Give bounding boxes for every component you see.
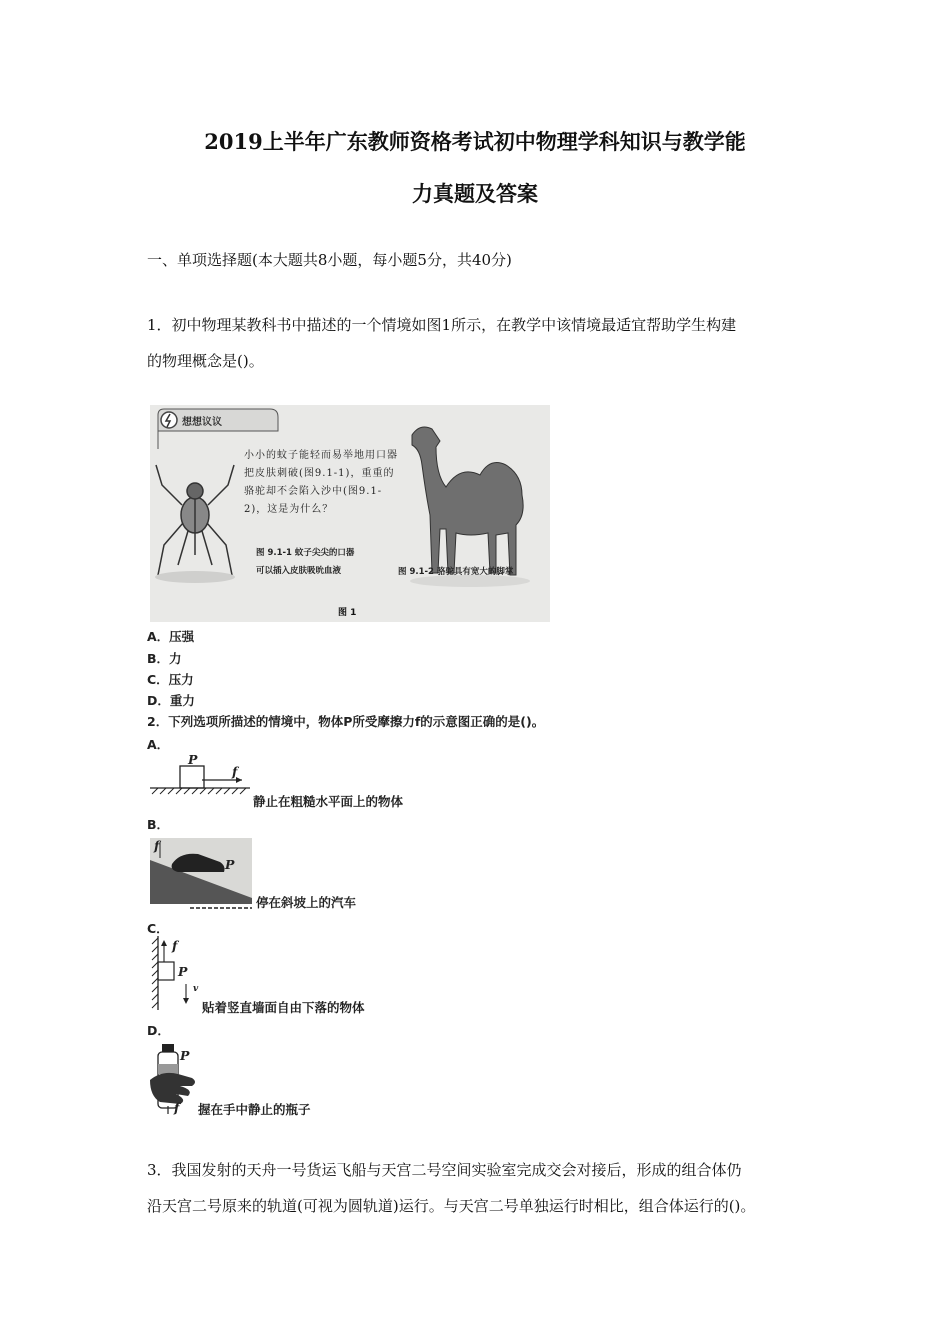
q3-stem-line2: 沿天宫二号原来的轨道(可视为圆轨道)运行。与天宫二号单独运行时相比，组合体运行的()。 <box>147 1197 756 1215</box>
q2-a-label-f: f <box>232 764 238 779</box>
q2-c-label-f: f <box>172 938 178 953</box>
q2-option-c-letter: C． <box>147 921 169 936</box>
camel-image <box>410 427 530 587</box>
q2-d-label-f: f <box>174 1100 180 1115</box>
q2-b-label-f: f <box>154 838 160 853</box>
q2-b-label-p: P <box>225 857 235 872</box>
q2-option-d-caption: 握在手中静止的瓶子 <box>198 1102 311 1117</box>
q1-option-a: A．压强 <box>147 629 195 644</box>
q2-stem: 2．下列选项所描述的情境中，物体P所受摩擦力f的示意图正确的是()。 <box>147 714 545 729</box>
q1-figure <box>150 405 550 622</box>
figure-caption-mosquito-2: 可以插入皮肤吸吮血液 <box>256 566 342 576</box>
q2-option-a-letter: A． <box>147 737 170 752</box>
document-title-line2: 力真题及答案 <box>412 181 538 206</box>
q2-d-label-p: P <box>180 1048 190 1063</box>
figure-story-text: 小小的蚊子能轻而易举地用口器把皮肤刺破(图9.1-1)，重重的骆驼却不会陷入沙中(图9.1-2)，这是为什么？ <box>244 450 398 515</box>
q2-option-d-letter: D． <box>147 1023 170 1038</box>
q2-option-a-caption: 静止在粗糙水平面上的物体 <box>253 794 404 809</box>
mosquito-image <box>155 465 235 583</box>
q2-c-label-v: v <box>193 984 199 994</box>
q1-option-d: D．重力 <box>147 693 195 708</box>
q2-option-b-caption: 停在斜坡上的汽车 <box>256 895 357 910</box>
q2-option-b-letter: B． <box>147 817 170 832</box>
document-title-line1: 2019上半年广东教师资格考试初中物理学科知识与教学能 <box>204 129 746 154</box>
q1-stem-line1: 1．初中物理某教科书中描述的一个情境如图1所示，在教学中该情境最适宜帮助学生构建 <box>147 316 737 334</box>
figure-caption-mosquito-1: 图 9.1-1 蚊子尖尖的口器 <box>256 548 355 558</box>
q1-option-c: C．压力 <box>147 672 194 687</box>
section-header: 一、单项选择题(本大题共8小题，每小题5分，共40分) <box>147 251 512 269</box>
figure-tag: 想想议议 <box>182 417 222 428</box>
q3-stem-line1: 3．我国发射的天舟一号货运飞船与天宫二号空间实验室完成交会对接后，形成的组合体仍 <box>147 1161 742 1179</box>
figure-caption-camel: 图 9.1-2 骆驼具有宽大的脚掌 <box>398 567 514 577</box>
figure-number: 图 1 <box>338 608 357 618</box>
q1-stem-line2: 的物理概念是()。 <box>147 352 264 370</box>
q2-a-label-p: P <box>188 752 198 767</box>
q2-c-label-p: P <box>178 964 188 979</box>
q2-option-b-diagram <box>150 838 252 910</box>
q1-option-b: B．力 <box>147 651 182 666</box>
q2-option-c-caption: 贴着竖直墙面自由下落的物体 <box>202 1000 365 1015</box>
